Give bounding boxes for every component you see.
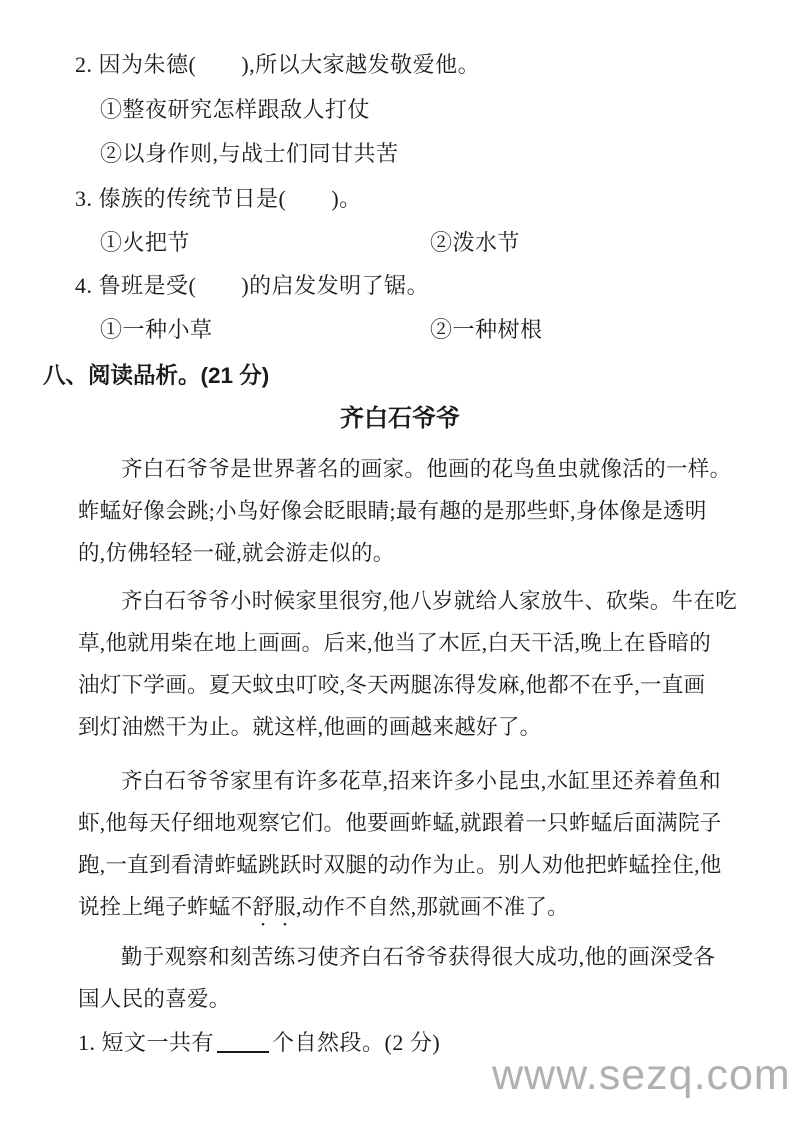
watermark: www.sezq.com [492,1051,791,1099]
passage-line: 虾,他每天仔细地观察它们。他要画蚱蜢,就跟着一只蚱蜢后面满院子 [78,811,722,835]
passage-paragraph-4 [78,936,758,1020]
passage-line: 到灯油燃干为止。就这样,他画的画越来越好了。 [78,715,542,739]
passage-title: 齐白石爷爷 [340,405,460,432]
passage-paragraph-2 [78,580,758,748]
question-4-option-1: ①一种小草 [100,317,213,342]
passage-body [78,448,758,1064]
passage-line: 齐白石爷爷家里有许多花草,招来许多小昆虫,水缸里还养着鱼和 [121,769,721,793]
question-4-option-2: ②一种树根 [430,317,543,342]
question-2-option-2: ②以身作则,与战士们同甘共苦 [100,141,399,166]
passage-line: 跑,一直到看清蚱蜢跳跃时双腿的动作为止。别人劝他把蚱蜢拴住,他 [78,853,722,877]
passage-line: 油灯下学画。夏天蚊虫叮咬,冬天两腿冻得发麻,他都不在乎,一直画 [78,673,706,697]
passage-line-with-emphasis [78,886,758,928]
passage-text-segment: ,动作不自然,那就画不准了。 [296,895,569,919]
question-2-text: 2. 因为朱德( ),所以大家越发敬爱他。 [75,52,481,77]
passage-line: 蚱蜢好像会跳;小鸟好像会眨眼睛;最有趣的是那些虾,身体像是透明 [78,499,707,523]
question-3-option-2: ②泼水节 [430,230,521,255]
question-3-text: 3. 傣族的传统节日是( )。 [75,186,362,211]
passage-paragraph-3 [78,760,758,928]
reading-question-suffix: 个自然段。(2 分) [272,1030,441,1055]
passage-line: 勤于观察和刻苦练习使齐白石爷爷获得很大成功,他的画深受各 [121,945,716,969]
passage-paragraph-1 [78,448,758,574]
passage-line: 齐白石爷爷小时候家里很穷,他八岁就给人家放牛、砍柴。牛在吃 [121,589,738,613]
passage-line: 齐白石爷爷是世界著名的画家。他画的花鸟鱼虫就像活的一样。 [121,457,732,481]
question-3-option-1: ①火把节 [100,230,191,255]
passage-text-segment: 说拴上绳子蚱蜢不 [78,895,253,919]
reading-question-prefix: 1. 短文一共有 [78,1030,215,1055]
passage-line: 的,仿佛轻轻一碰,就会游走似的。 [78,541,395,565]
answer-blank-underline [217,1033,269,1053]
passage-line: 草,他就用柴在地上画画。后来,他当了木匠,白天干活,晚上在昏暗的 [78,631,712,655]
question-4-text: 4. 鲁班是受( )的启发发明了锯。 [75,273,430,298]
emphasized-word: 舒服 [252,895,297,919]
passage-line: 国人民的喜爱。 [78,987,231,1011]
question-2-option-1: ①整夜研究怎样跟敌人打仗 [100,97,371,122]
section-heading: 八、阅读品析。(21 分) [43,363,270,388]
